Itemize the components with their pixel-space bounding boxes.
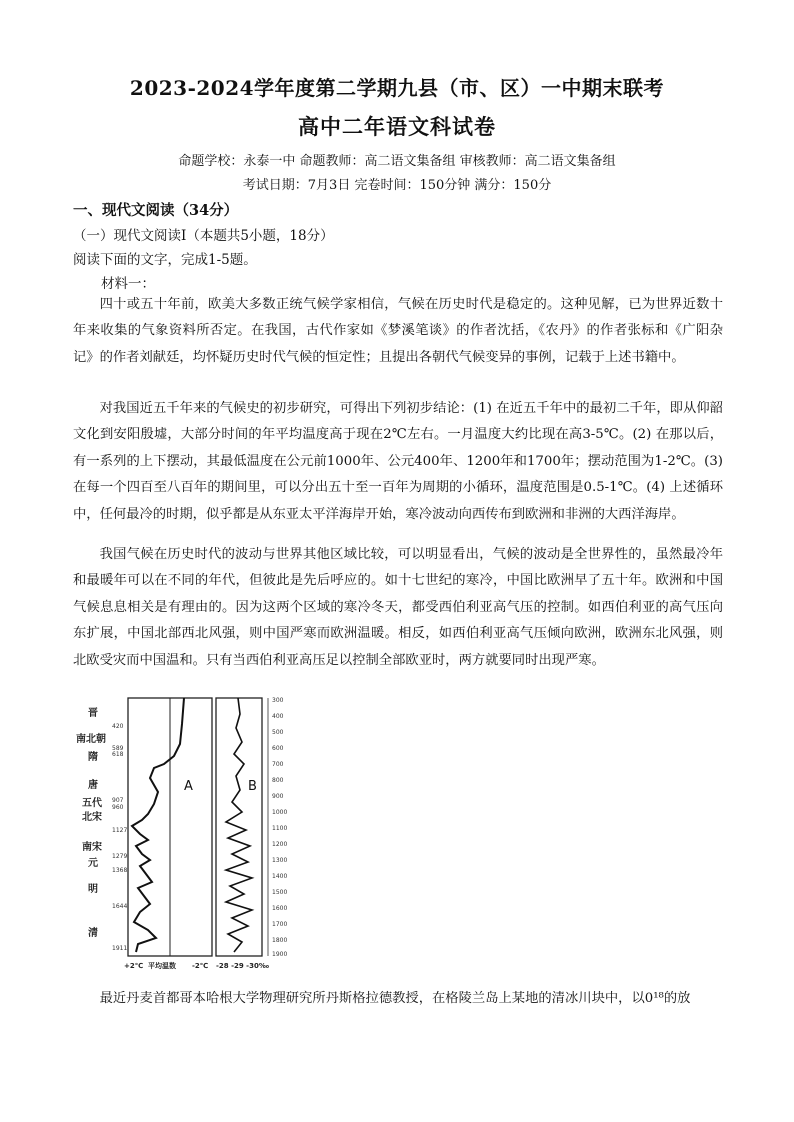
svg-text:1800: 1800 — [272, 937, 288, 944]
svg-text:1000: 1000 — [272, 809, 288, 816]
section-heading: 一、现代文阅读（34分） — [73, 202, 239, 219]
svg-text:300: 300 — [272, 697, 284, 704]
svg-text:1900: 1900 — [272, 951, 288, 958]
axis-a-left: +2℃ — [124, 962, 144, 970]
svg-text:700: 700 — [272, 761, 284, 768]
axis-a-right: -2℃ — [192, 962, 209, 970]
exam-title: 2023-2024学年度第二学期九县（市、区）一中期末联考 — [129, 76, 665, 100]
curve-a — [132, 698, 184, 952]
svg-text:800: 800 — [272, 777, 284, 784]
climate-figure — [76, 694, 298, 976]
curve-b — [226, 698, 252, 952]
dynasty-label: 五代 — [82, 798, 102, 809]
svg-text:400: 400 — [272, 713, 284, 720]
dynasty-label: 北宋 — [82, 812, 102, 823]
right-scale-labels — [272, 697, 287, 958]
year-label: 1127 — [112, 827, 128, 834]
sub-heading: （一）现代文阅读Ⅰ（本题共5小题，18分） — [73, 228, 334, 244]
dynasty-label: 明 — [88, 884, 98, 895]
svg-text:1500: 1500 — [272, 889, 288, 896]
dynasty-label: 南宋 — [82, 842, 102, 853]
material-label: 材料一： — [101, 276, 155, 292]
paragraph-2: 对我国近五千年来的气候史的初步研究，可得出下列初步结论：(1) 在近五千年中的最初二千年，即从仰韶文化到安阳殷墟，大部分时间的年平均温度高于现在2℃左右。一月温度大约比现在高3-5℃。(2) 在那以后，有一系列的上下摆动，其最低温度在公元前1000年、公元400年、1200年和1700年；摆动范围为1-2℃。(3) 在每一个四百至八百年的期间里，可以分出五十至一百年为周期的小循环，温度范围是0.5-1℃。(4) 上述循环中，任何最冷的时期，似乎都是从东亚太平洋海岸开始，寒冷波动向西传布到欧洲和非洲的大西洋海岸。 — [73, 401, 723, 522]
year-label: 1644 — [112, 903, 128, 910]
dynasty-label: 晋 — [88, 708, 98, 719]
svg-text:1600: 1600 — [272, 905, 288, 912]
svg-text:900: 900 — [272, 793, 284, 800]
panel-a-label: A — [184, 779, 193, 794]
panel-b-label: B — [248, 779, 257, 794]
year-label: 618 — [112, 751, 124, 758]
svg-text:1100: 1100 — [272, 825, 288, 832]
paragraph-4: 最近丹麦首都哥本哈根大学物理研究所丹斯格拉德教授，在格陵兰岛上某地的清冰川块中，以0¹⁸的放 — [99, 991, 691, 1006]
dynasty-labels — [76, 706, 106, 939]
svg-text:1200: 1200 — [272, 841, 288, 848]
svg-text:1400: 1400 — [272, 873, 288, 880]
dynasty-label: 南北朝 — [76, 734, 106, 745]
instruction: 阅读下面的文字，完成1-5题。 — [73, 252, 257, 268]
year-label: 1911 — [112, 945, 128, 952]
left-year-labels — [112, 723, 127, 952]
year-label: 589 — [112, 745, 124, 752]
exam-subtitle: 高中二年语文科试卷 — [298, 114, 496, 139]
year-label: 907 — [112, 797, 124, 804]
axis-b: -28 -29 -30‰ — [216, 962, 269, 970]
climate-figure-graphic — [76, 694, 298, 976]
exam-info: 考试日期：7月3日 完卷时间：150分钟 满分：150分 — [242, 178, 552, 193]
svg-text:600: 600 — [272, 745, 284, 752]
svg-text:1300: 1300 — [272, 857, 288, 864]
year-label: 960 — [112, 804, 124, 811]
paragraph-1: 四十或五十年前，欧美大多数正统气候学家相信，气候在历史时代是稳定的。这种见解，已为世界近数十年来收集的气象资料所否定。在我国，古代作家如《梦溪笔谈》的作者沈括，《农丹》的作者张标和《广阳杂记》的作者刘献廷，均怀疑历史时代气候的恒定性；且提出各朝代气候变异的事例，记载于上述书籍中。 — [73, 297, 723, 365]
svg-text:500: 500 — [272, 729, 284, 736]
paragraph-3: 我国气候在历史时代的波动与世界其他区域比较，可以明显看出，气候的波动是全世界性的，虽然最冷年和最暖年可以在不同的年代，但彼此是先后呼应的。如十七世纪的寒冷，中国比欧洲早了五十年。欧洲和中国气候息息相关是有理由的。因为这两个区域的寒冷冬天，都受西伯利亚高气压的控制。如西伯利亚的高气压向东扩展，中国北部西北风强，则中国严寒而欧洲温暖。相反，如西伯利亚高气压倾向欧洲，欧洲东北风强，则北欧受灾而中国温和。只有当西伯利亚高压足以控制全部欧亚时，两方就要同时出现严寒。 — [73, 547, 723, 668]
year-label: 420 — [112, 723, 124, 730]
exam-authors: 命题学校：永泰一中 命题教师：高二语文集备组 审核教师：高二语文集备组 — [178, 154, 616, 169]
dynasty-label: 元 — [88, 858, 98, 869]
svg-text:1700: 1700 — [272, 921, 288, 928]
year-label: 1279 — [112, 853, 128, 860]
year-label: 1368 — [112, 867, 128, 874]
dynasty-label: 唐 — [88, 780, 98, 791]
dynasty-label: 隋 — [88, 752, 98, 763]
bottom-axis-labels — [124, 961, 269, 970]
axis-a-center: 平均温数 — [148, 962, 176, 970]
dynasty-label: 清 — [88, 928, 98, 939]
